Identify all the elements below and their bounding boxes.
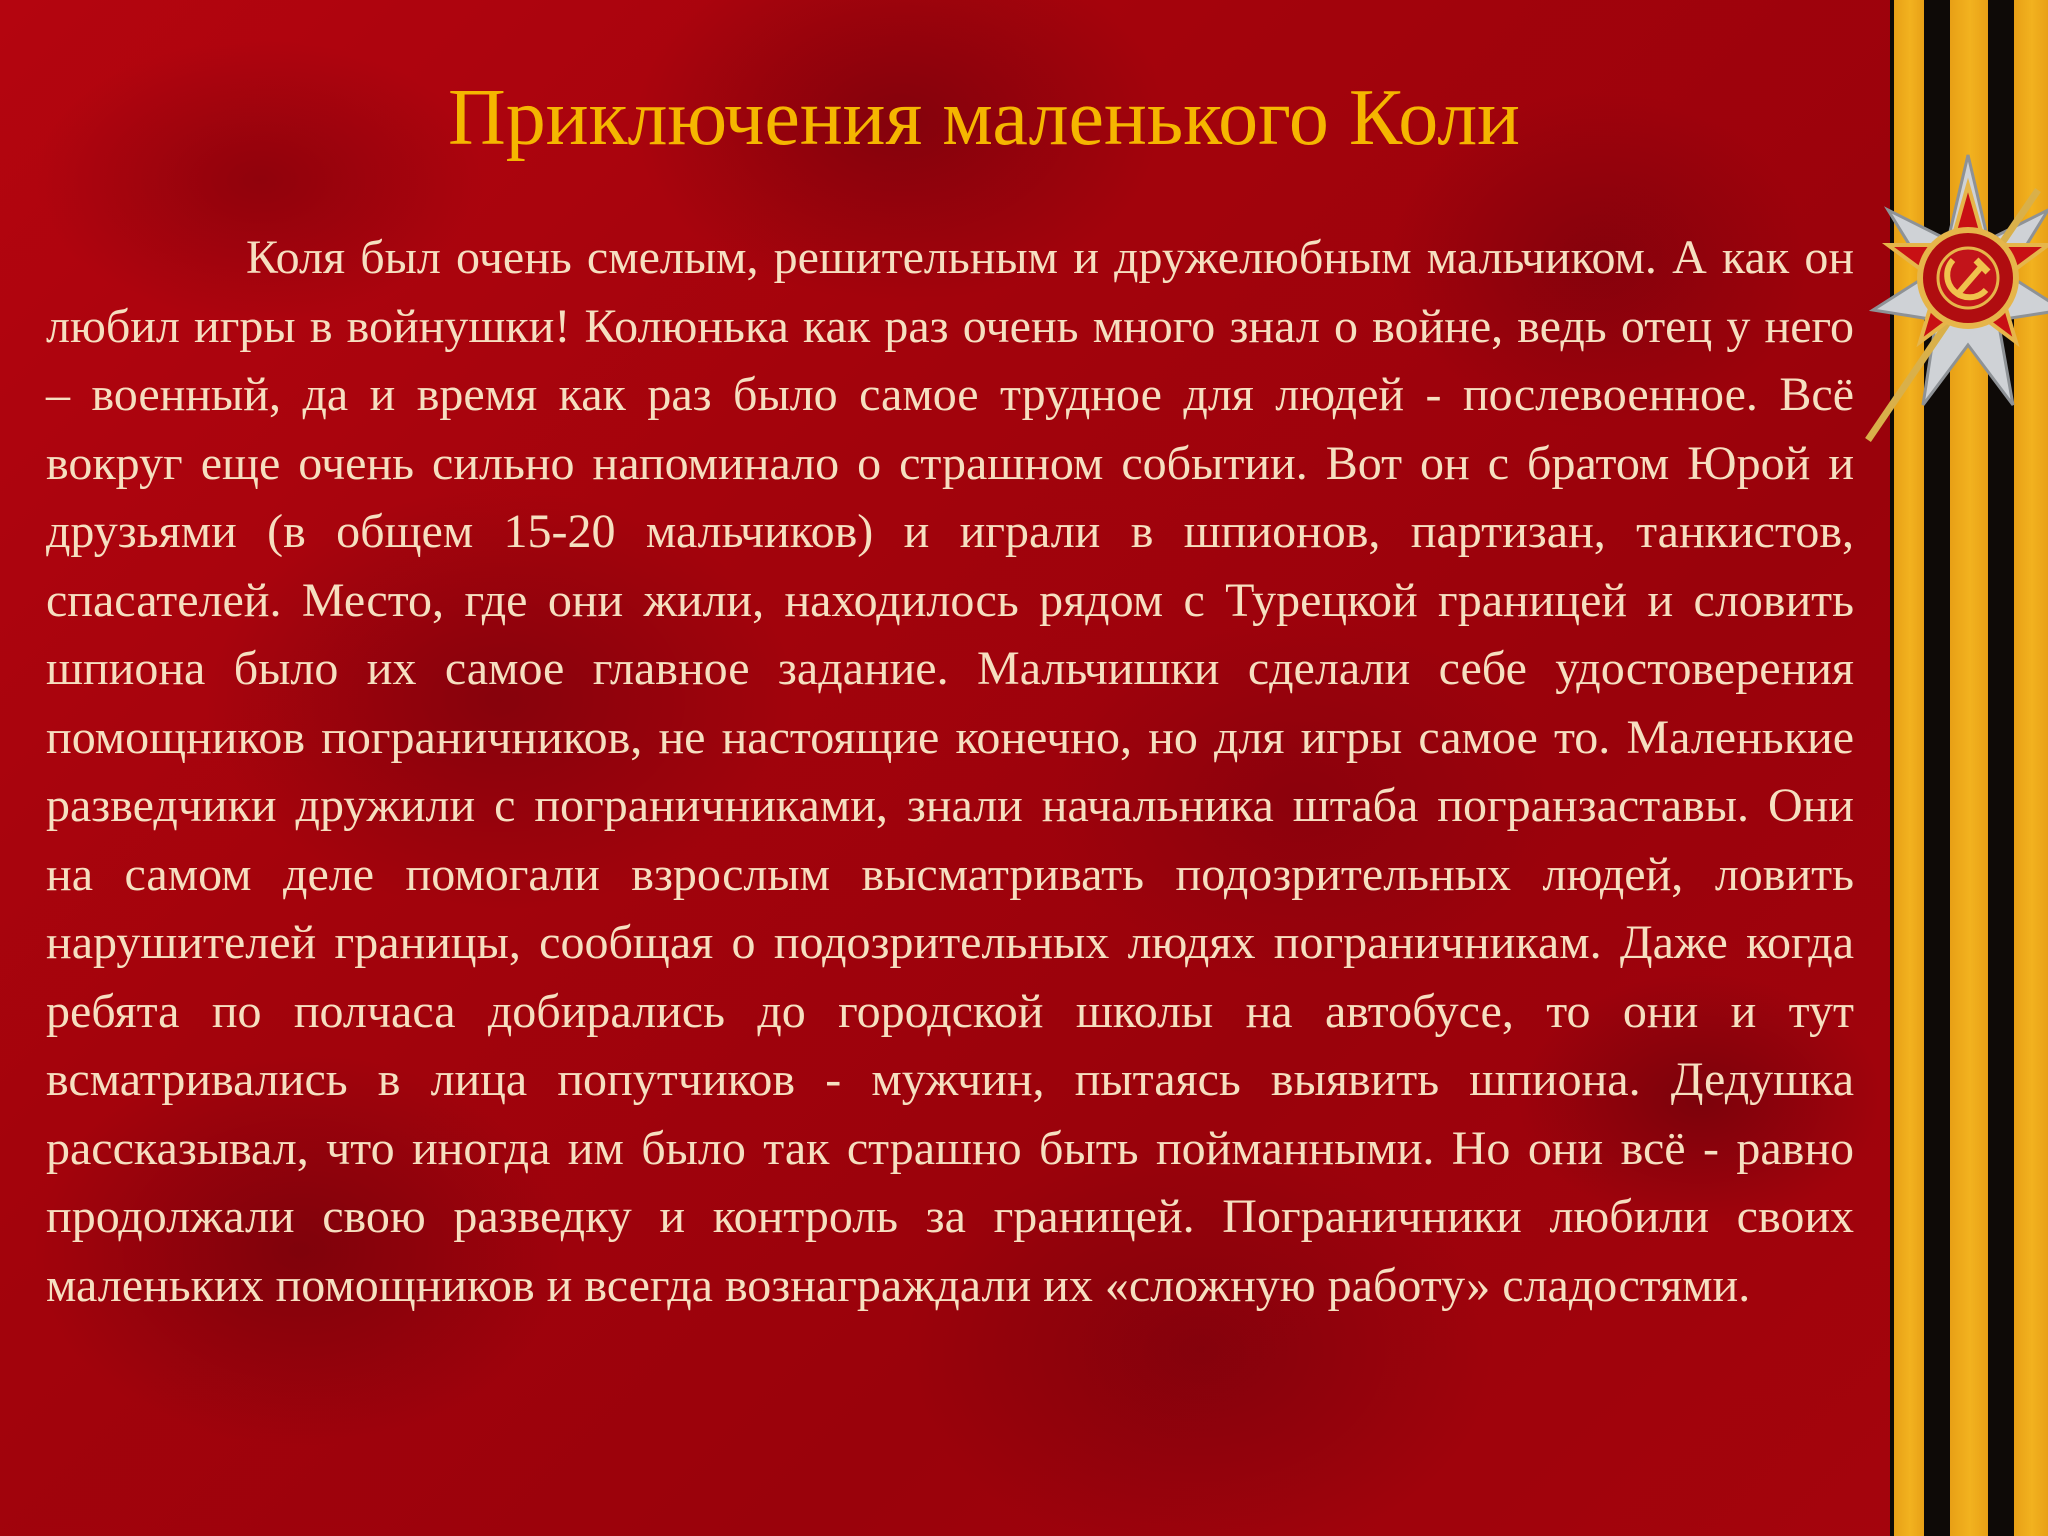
story-paragraph: Коля был очень смелым, решительным и дружелюбным мальчиком. А как он любил игры в войнушки! Колюнька как раз очень много знал о войне, ведь отец у него – военный, да и время как раз было самое трудное для людей - послевоенное. Всё вокруг еще очень сильно напоминало о страшном событии. Вот он с братом Юрой и друзьями (в общем 15-20 мальчиков) и играли в шпионов, партизан, танкистов, спасателей. Место, где они жили, находилось рядом с Турецкой границей и словить шпиона было их самое главное задание. Мальчишки сделали себе удостоверения помощников пограничников, не настоящие конечно, но для игры самое то. Маленькие разведчики дружили с пограничниками, знали начальника штаба погранзаставы. Они на самом деле помогали взрослым высматривать подозрительных людей, ловить нарушителей границы, сообщая о подозрительных людях пограничникам. Даже когда ребята по полчаса добирались до городской школы на автобусе, то они и тут всматривались в лица попутчиков - мужчин, пытаясь выявить шпиона. Дедушка рассказывал, что иногда им было так страшно быть пойманными. Но они всё - равно продолжали свою разведку и контроль за границей. Пограничники любили своих маленьких помощников и всегда вознаграждали их «сложную работу» сладостями.: [46, 231, 1854, 1312]
order-of-patriotic-war-icon: [1848, 150, 2048, 450]
slide-title: Приключения маленького Коли: [448, 74, 1520, 162]
